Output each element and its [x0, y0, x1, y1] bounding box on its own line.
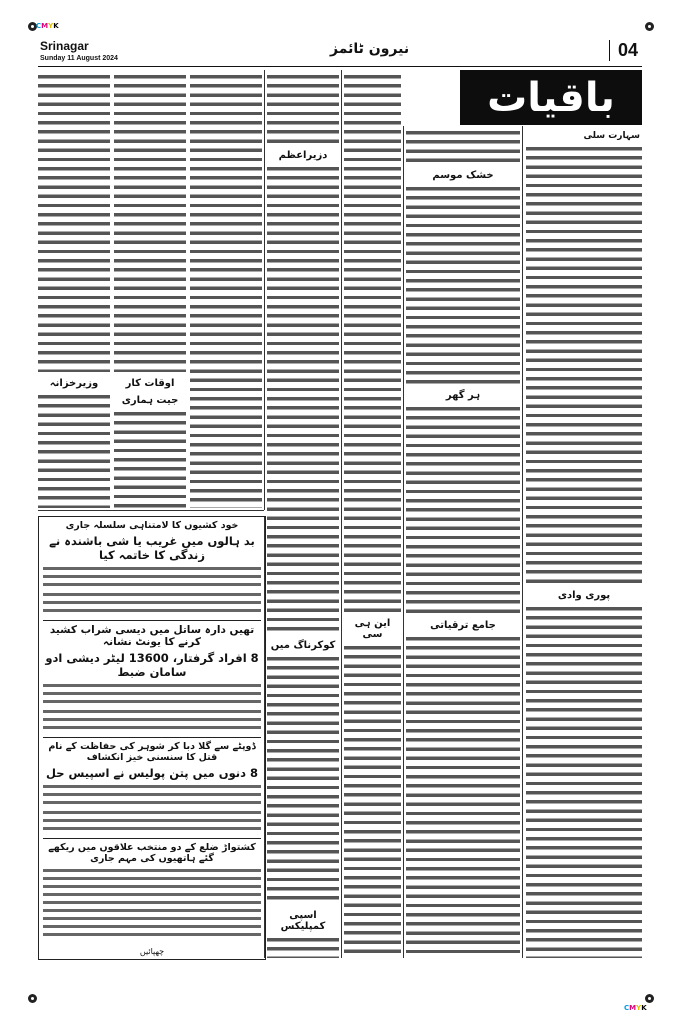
- box-body: [43, 708, 261, 734]
- article-heading: اسپی کمپلیکس: [280, 910, 326, 932]
- column-rule: [341, 70, 342, 958]
- article-column: [190, 72, 262, 508]
- issue-date: Sunday 11 August 2024: [40, 55, 118, 62]
- column-rule: [522, 126, 523, 958]
- article-column: [38, 72, 110, 508]
- cmyk-marks-top: CMYK: [36, 22, 59, 30]
- page-number: 04: [609, 40, 638, 61]
- article-body: [190, 72, 262, 508]
- box-body: [43, 565, 261, 591]
- article-body: [267, 935, 339, 958]
- article-heading: دزیراعظم: [278, 150, 328, 161]
- article-body: [38, 392, 110, 508]
- article-body: [114, 409, 186, 508]
- article-body: [267, 164, 339, 634]
- article-column: [344, 72, 401, 958]
- article-body: [38, 72, 110, 372]
- article-heading: جامع ترقیاتی: [430, 620, 496, 631]
- author-byline: سہارت سلی: [583, 131, 640, 141]
- article-body: [406, 634, 520, 958]
- section-rule: [38, 510, 264, 511]
- article-body: [344, 72, 401, 612]
- news-box: [38, 516, 266, 960]
- registration-mark: [645, 22, 654, 31]
- article-heading: وزیرخزانہ: [49, 378, 99, 389]
- box-divider: [43, 838, 261, 839]
- box-body: [43, 682, 261, 708]
- article-heading: جیت ہماری: [121, 395, 179, 406]
- registration-mark: [645, 994, 654, 1003]
- registration-mark: [28, 994, 37, 1003]
- cmyk-marks-bottom: CMYK: [624, 1004, 647, 1012]
- article-body: [406, 184, 520, 384]
- article-heading: خشک موسم: [432, 170, 494, 181]
- paper-name: نیرون ٹائمز: [330, 41, 410, 57]
- article-body: [526, 144, 642, 584]
- article-body: [267, 72, 339, 144]
- box-kicker: خود کشیوں کا لامتناہی سلسلہ جاری: [65, 520, 239, 531]
- box-body: [43, 809, 261, 835]
- article-body: [267, 654, 339, 904]
- article-heading: کوکرناگ میں: [270, 640, 336, 651]
- column-rule: [264, 70, 265, 510]
- article-column: [267, 72, 339, 958]
- article-body: [344, 643, 401, 958]
- article-heading: ہر گھر: [445, 390, 481, 401]
- box-headline: بد ہالوں میں غریب یا شی باشندہ نے زندگی کا خاتمہ کیا: [49, 534, 255, 562]
- article-heading: پوری وادی: [557, 590, 611, 601]
- article-body: [526, 604, 642, 958]
- box-headline: 8 دنوں میں پتن پولیس نے اسپیس حل: [45, 766, 259, 780]
- article-column: [114, 72, 186, 508]
- box-body: [43, 591, 261, 617]
- box-body: [43, 867, 261, 937]
- column-rule: [403, 126, 404, 958]
- box-headline: تھیں دارہ ساتل میں دیسی شراب کشید کرنے کا یونٹ نشانہ: [49, 624, 255, 648]
- article-heading: اوقات کار: [125, 378, 175, 389]
- article-heading: این ہی سی: [354, 618, 391, 640]
- article-body: [406, 128, 520, 164]
- box-headline: ڈوپٹے سے گلا دبا کر شوہر کی حفاظت کے نام قتل کا سنسنی خیز انکشاف: [48, 741, 256, 763]
- article-body: [406, 404, 520, 614]
- box-divider: [43, 620, 261, 621]
- location: Srinagar: [40, 39, 89, 53]
- box-footer: چھپائیں: [139, 947, 165, 956]
- box-body: [43, 783, 261, 809]
- box-divider: [43, 737, 261, 738]
- box-headline: 8 افراد گرفتار، 13600 لیٹر دیشی ادو سامان ضبط: [45, 651, 259, 679]
- article-column: [406, 128, 520, 958]
- section-banner: باقیات: [460, 70, 642, 125]
- masthead: [38, 38, 642, 67]
- article-column: [526, 128, 642, 958]
- article-body: [114, 72, 186, 372]
- box-headline: کشتواڑ ضلع کے دو منتخب علاقوں میں ریکھے گئے ہاتھیوں کی مہم جاری: [48, 842, 256, 864]
